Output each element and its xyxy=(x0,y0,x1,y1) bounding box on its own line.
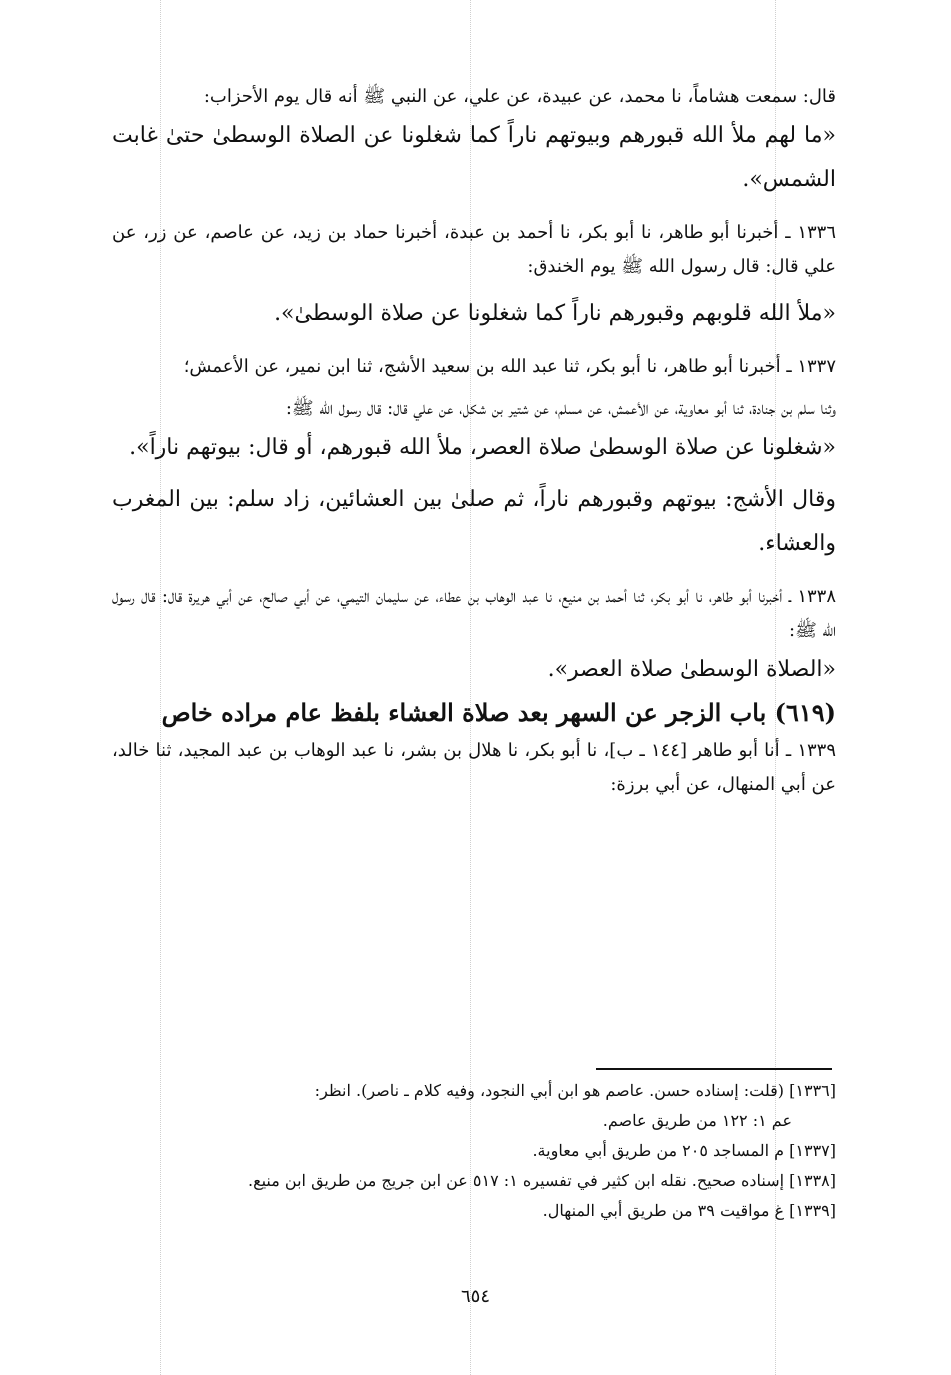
hadith-text: «ملأ الله قلوبهم وقبورهم ناراً كما شغلونا عن صلاة الوسطىٰ». xyxy=(274,301,836,326)
narration-paragraph: ١٣٣٩ ـ أنا أبو طاهر [١٤٤ ـ ب]، نا أبو بكر، نا هلال بن بشر، نا عبد الوهاب بن عبد المجيد، ثنا خالد، عن أبي المنهال، عن أبي برزة: xyxy=(112,740,836,795)
footnote-1337: [١٣٣٧] م المساجد ٢٠٥ من طريق أبي معاوية. xyxy=(532,1141,836,1160)
hadith-text: «ما لهم ملأ الله قبورهم وبيوتهم ناراً كما شغلونا عن الصلاة الوسطىٰ حتىٰ غابت الشمس». xyxy=(112,123,836,192)
footnote-1338: [١٣٣٨] إسناده صحيح. نقله ابن كثير في تفسيره ١: ٥١٧ عن ابن جريج من طريق ابن منيع. xyxy=(248,1171,836,1190)
footnote-1336-continued: عم ١: ١٢٢ من طريق عاصم. xyxy=(602,1111,792,1130)
hadith-text: «شغلونا عن صلاة الوسطىٰ صلاة العصر، ملأ الله قبورهم، أو قال: بيوتهم ناراً». xyxy=(129,435,836,460)
hadith-text: «الصلاة الوسطىٰ صلاة العصر». xyxy=(547,657,836,682)
narration-paragraph: ١٣٣٧ ـ أخبرنا أبو طاهر، نا أبو بكر، ثنا عبد الله بن سعيد الأشج، ثنا ابن نمير، عن الأعمش؛ xyxy=(183,356,836,377)
page-number: ٦٥٤ xyxy=(460,1286,490,1307)
footnote-1336: [١٣٣٦] (قلت: إسناده حسن. عاصم هو ابن أبي النجود، وفيه كلام ـ ناصر). انظر: xyxy=(314,1081,836,1100)
narration-paragraph: وثنا سلم بن جنادة، ثنا أبو معاوية، عن الأعمش، عن مسلم، عن شتير بن شكل، عن علي قال: قال رسول الله ﷺ: xyxy=(285,398,836,419)
footnote-1339: [١٣٣٩] غ مواقيت ٣٩ من طريق أبي المنهال. xyxy=(542,1201,836,1220)
chapter-heading: (٦١٩) باب الزجر عن السهر بعد صلاة العشاء بلفظ عام مراده خاص xyxy=(161,698,836,727)
hadith-text: وقال الأشج: بيوتهم وقبورهم ناراً، ثم صلىٰ بين العشائين، زاد سلم: بين المغرب والعشاء. xyxy=(112,487,836,556)
footnotes xyxy=(112,1076,836,1226)
narration-paragraph: قال: سمعت هشاماً، نا محمد، عن عبيدة، عن علي، عن النبي ﷺ أنه قال يوم الأحزاب: xyxy=(203,86,836,107)
main-text xyxy=(112,80,836,802)
footnote-separator xyxy=(596,1068,832,1070)
narration-paragraph: ١٣٣٨ ـ أخبرنا أبو طاهر، نا أبو بكر، ثنا أحمد بن منيع، نا عبد الوهاب بن عطاء، عن سليمان التيمي، عن أبي صالح، عن أبي هريرة قال: قال رسول الله ﷺ: xyxy=(112,586,836,641)
narration-paragraph: ١٣٣٦ ـ أخبرنا أبو طاهر، نا أبو بكر، نا أحمد بن عبدة، أخبرنا حماد بن زيد، عن عاصم، عن زر، عن علي قال: قال رسول الله ﷺ يوم الخندق: xyxy=(112,222,836,277)
